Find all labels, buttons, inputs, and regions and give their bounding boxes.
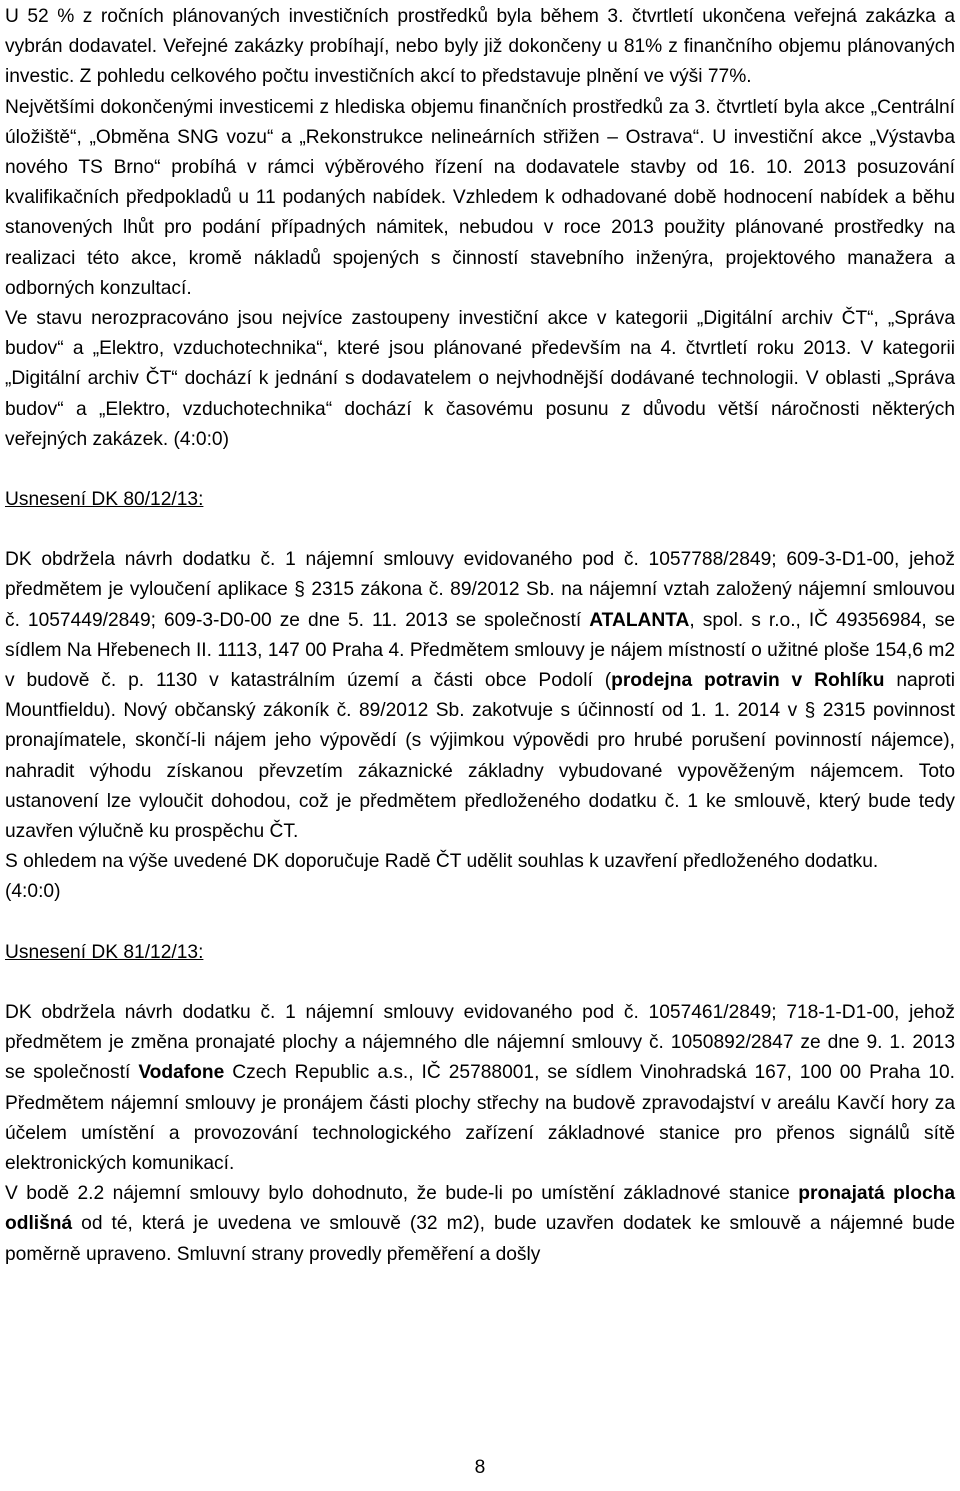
company-name: Vodafone [138,1062,225,1084]
resolution-80-recommendation: S ohledem na výše uvedené DK doporučuje Radě ČT udělit souhlas k uzavření předloženého dodatku. [5,851,879,873]
resolution-81-clause: V bodě 2.2 nájemní smlouvy bylo dohodnuto, že bude-li po umístění základnové stanice pronajatá plocha odlišná od té, která je uvedena ve smlouvě (32 m2), bude uzavřen dodatek ke smlouvě a nájemné bude poměrně upraveno. Smluvní strany provedly přeměření a došly [5,1183,956,1265]
page-number: 8 [474,1457,486,1478]
paragraph-not-started [5,304,955,455]
resolution-81-heading: Usnesení DK 81/12/13: [5,941,204,963]
emphasis-store: prodejna potravin v Rohlíku [611,670,885,692]
vote-result: (4:0:0) [173,428,229,450]
resolution-80-body: DK obdržela návrh dodatku č. 1 nájemní smlouvy evidovaného pod č. 1057788/2849; 609-3-D1-00, jehož předmětem je vyloučení aplikace § 2315 zákona č. 89/2012 Sb. na nájemní vztah založený nájemní smlouvou č. 1057449/2849; 609-3-D0-00 ze dne 5. 11. 2013 se společností ATALANTA, spol. s r.o., IČ 49356984, se sídlem Na Hřebenech II. 1113, 147 00 Praha 4. Předmětem smlouvy je nájem místností o užitné ploše 154,6 m2 v budově č. p. 1130 v katastrálním území a části obce Podolí (prodejna potravin v Rohlíku naproti Mountfieldu). Nový občanský zákoník č. 89/2012 Sb. zakotvuje s účinností od 1. 1. 2014 v § 2315 povinnost pronajímatele, skončí-li nájem jeho výpovědí (s výjimkou výpovědi pro hrubé porušení povinností nájemce), nahradit výhodu získanou převzetím zákaznické základny vybudované vypověženým nájemcem. Toto ustanovení lze vyloučit dohodou, což je předmětem předloženého dodatku č. 1 ke smlouvě, který bude tedy uzavřen výlučně ku prospěchu ČT. [5,549,956,843]
paragraph-completed-investments: Největšími dokončenými investicemi z hlediska objemu finančních prostředků za 3. čtvrtletí byla akce „Centrální úložiště“, „Obměna SNG vozu“ a „Rekonstrukce nelineárních střižen – Ostrava“. U investiční akce „Výstavba nového TS Brno“ probíhá v rámci výběrového řízení na dodavatele stavby od 16. 10. 2013 posuzování kvalifikačních předpokladů u 11 podaných nabídek. Vzhledem k odhadované době hodnocení nabídek a běhu stanovených lhůt pro podání případných námitek, nebudou v roce 2013 použity plánované prostředky na realizaci této akce, kromě nákladů spojených s činností stavebního inženýra, projektového manažera a odborných konzultací. [5,96,955,299]
vote-result: (4:0:0) [5,881,61,903]
paragraph-not-started-text: Ve stavu nerozpracováno jsou nejvíce zastoupeny investiční akce v kategorii „Digitální archiv ČT“, „Správa budov“ a „Elektro, vzduchotechnika“, které jsou plánované především na 4. čtvrtletí roku 2013. V kategorii „Digitální archiv ČT“ dochází k jednání s dodavatelem o nejvhodnější dodávané technologii. V oblasti „Správa budov“ a „Elektro, vzduchotechnika“ dochází k časovému posunu z důvodu větší náročnosti některých veřejných zakázek. [5,308,955,450]
document-page [5,0,955,1270]
paragraph-investment-progress: U 52 % z ročních plánovaných investičních prostředků byla během 3. čtvrtletí ukončena veřejná zakázka a vybrán dodavatel. Veřejné zakázky probíhají, nebo byly již dokončeny u 81% z finančního objemu plánovaných investic. Z pohledu celkového počtu investičních akcí to představuje plnění ve výši 77%. [5,6,955,88]
emphasis-area: pronajatá plocha odlišná [5,1183,956,1235]
company-name: ATALANTA [589,609,690,631]
resolution-81-body: DK obdržela návrh dodatku č. 1 nájemní smlouvy evidovaného pod č. 1057461/2849; 718-1-D1-00, jehož předmětem je změna pronajaté plochy a nájemného dle nájemní smlouvy č. 1050892/2847 ze dne 9. 1. 2013 se společností Vodafone Czech Republic a.s., IČ 25788001, se sídlem Vinohradská 167, 100 00 Praha 10. Předmětem nájemní smlouvy je pronájem části plochy střechy na budově zpravodajství v areálu Kavčí hory za účelem umístění a provozování technologického zařízení základnové stanice pro přenos signálů sítě elektronických komunikací. [5,1001,955,1174]
resolution-80-heading: Usnesení DK 80/12/13: [5,489,204,511]
